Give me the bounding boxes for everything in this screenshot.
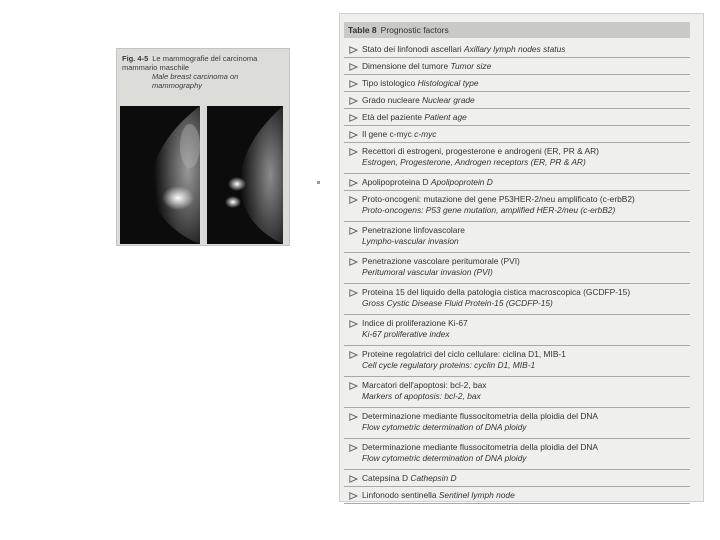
table-row [344,470,690,487]
table-row [344,58,690,75]
table-title: Prognostic factors [380,25,449,35]
row-label-english: Estrogen, Progesterone, Androgen receptors (ER, PR & AR) [362,156,586,167]
row-label-english: Axillary lymph nodes status [463,44,566,54]
figure-caption-italian: Le mammografie del carcinoma mammario maschile [122,54,258,72]
row-label-italian: Determinazione mediante flussocitometria della ploidia del DNA [362,442,599,452]
triangle-bullet-icon [349,114,358,122]
mammogram-image-left [120,106,200,244]
row-label-english: Markers of apoptosis: bcl-2, bax [362,390,481,401]
row-label-english: Flow cytometric determination of DNA ploidy [362,452,527,463]
row-label-italian: Età del paziente [362,112,423,122]
row-label-english: Lympho-vascular invasion [362,235,459,246]
table-row [344,191,690,222]
row-label-english: Proto-oncogens: P53 gene mutation, amplified HER-2/neu (c-erbB2) [362,204,616,215]
table-row [344,92,690,109]
row-label-italian: Proteine regolatrici del ciclo cellulare: ciclina D1, MIB-1 [362,349,566,359]
table-row [344,41,690,58]
table-row [344,439,690,470]
mammogram-image-right [203,106,283,244]
table-row [344,109,690,126]
row-label-italian: Apolipoproteina D [362,177,429,187]
table-number: Table 8 [348,25,377,35]
row-label-english: Cathepsin D [410,473,457,483]
table-row [344,174,690,191]
row-label-english: Patient age [424,112,467,122]
triangle-bullet-icon [349,196,358,204]
triangle-bullet-icon [349,131,358,139]
row-label-english: Gross Cystic Disease Fluid Protein-15 (GCDFP-15) [362,297,553,308]
table-header [344,22,690,38]
table-row [344,315,690,346]
triangle-bullet-icon [349,289,358,297]
table-row [344,487,690,504]
triangle-bullet-icon [349,179,358,187]
table-row [344,377,690,408]
triangle-bullet-icon [349,492,358,500]
row-label-italian: Il gene c-myc [362,129,412,139]
triangle-bullet-icon [349,63,358,71]
row-label-english: Flow cytometric determination of DNA ploidy [362,421,527,432]
figure-caption [122,54,286,90]
figure-number: Fig. 4-5 [122,54,149,63]
table-row [344,284,690,315]
row-label-italian: Stato dei linfonodi ascellari [362,44,462,54]
row-label-italian: Tipo istologico [362,78,416,88]
row-label-italian: Penetrazione linfovascolare [362,225,465,235]
scan-speck [317,181,320,184]
row-label-english: Nuclear grade [422,95,475,105]
row-label-italian: Catepsina D [362,473,409,483]
row-label-italian: Determinazione mediante flussocitometria della ploidia del DNA [362,411,599,421]
row-label-italian: Marcatori dell'apoptosi: bcl-2, bax [362,380,487,390]
triangle-bullet-icon [349,444,358,452]
row-label-italian: Proto-oncogeni: mutazione del gene P53HER-2/neu amplificato (c-erbB2) [362,194,635,204]
triangle-bullet-icon [349,382,358,390]
triangle-bullet-icon [349,148,358,156]
triangle-bullet-icon [349,351,358,359]
triangle-bullet-icon [349,258,358,266]
table-row [344,75,690,92]
triangle-bullet-icon [349,413,358,421]
figure-caption-english: Male breast carcinoma on mammography [152,72,239,90]
row-label-italian: Proteina 15 del liquido della patologia cistica macroscopica (GCDFP-15) [362,287,631,297]
row-label-italian: Indice di proliferazione Ki-67 [362,318,468,328]
row-label-english: Cell cycle regulatory proteins: cyclin D1, MIB-1 [362,359,536,370]
table-row [344,346,690,377]
row-label-english: Histological type [417,78,479,88]
row-label-italian: Penetrazione vascolare peritumorale (PVI) [362,256,520,266]
triangle-bullet-icon [349,475,358,483]
prognostic-factors-table [339,13,704,502]
row-label-english: c-myc [414,129,437,139]
triangle-bullet-icon [349,46,358,54]
table-row [344,126,690,143]
triangle-bullet-icon [349,320,358,328]
row-label-italian: Grado nucleare [362,95,420,105]
triangle-bullet-icon [349,227,358,235]
triangle-bullet-icon [349,97,358,105]
row-label-english: Tumor size [450,61,492,71]
row-label-italian: Dimensione del tumore [362,61,449,71]
triangle-bullet-icon [349,80,358,88]
table-row [344,222,690,253]
table-row [344,143,690,174]
table-row [344,253,690,284]
table-row [344,408,690,439]
figure-card [116,48,290,246]
row-label-english: Apolipoprotein D [430,177,493,187]
row-label-italian: Recettori di estrogeni, progesterone e androgeni (ER, PR & AR) [362,146,599,156]
table-rows [344,41,690,504]
row-label-english: Ki-67 proliferative index [362,328,450,339]
row-label-english: Peritumoral vascular invasion (PVI) [362,266,493,277]
row-label-english: Sentinel lymph node [438,490,515,500]
row-label-italian: Linfonodo sentinella [362,490,437,500]
